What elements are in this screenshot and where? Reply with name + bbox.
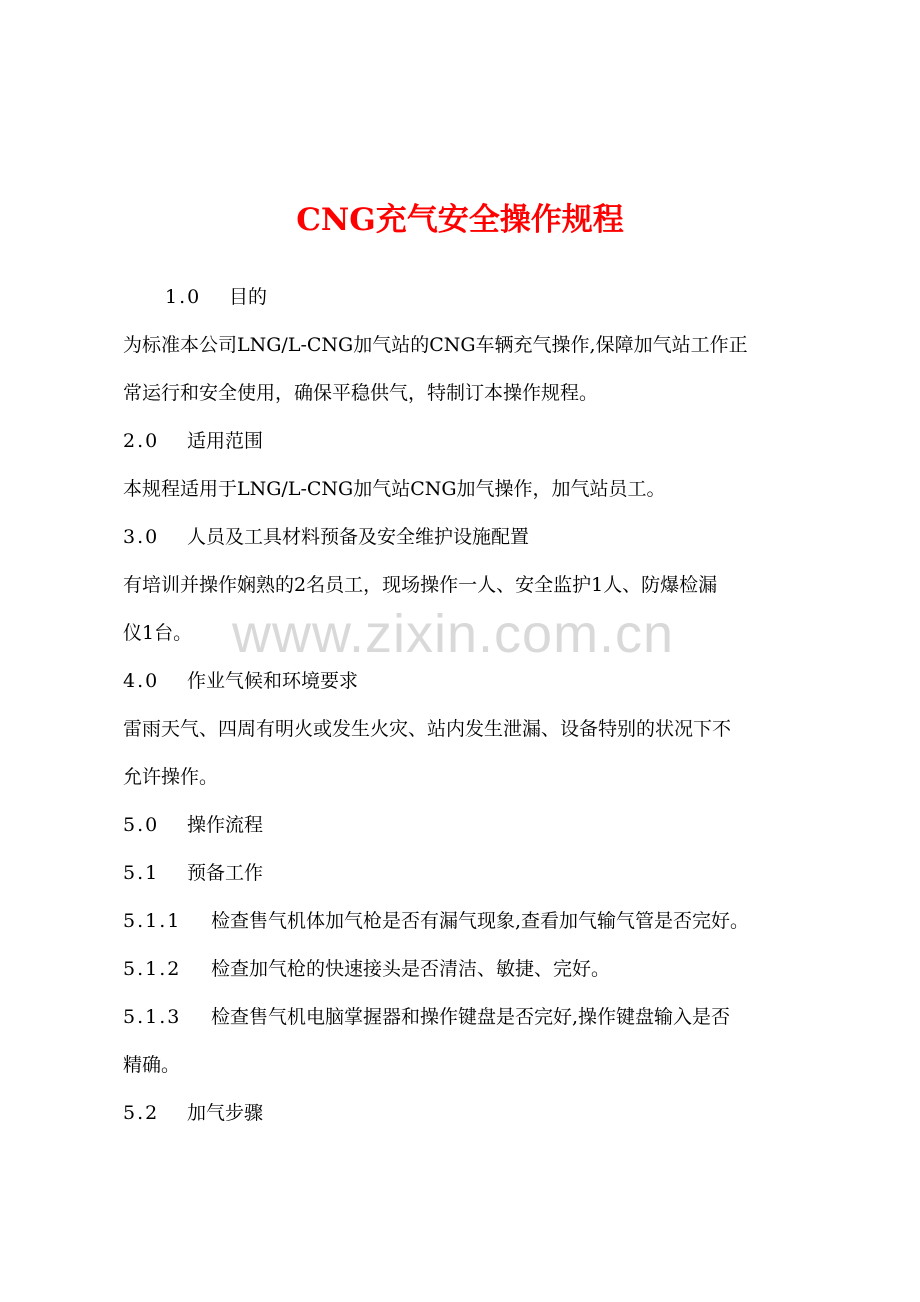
section-number: 5.1 xyxy=(123,862,160,884)
watermark: www.zixin.com.cn xyxy=(232,604,675,664)
section-heading-text: 预备工作 xyxy=(187,862,264,884)
section-3-heading xyxy=(123,517,529,557)
section-4-heading xyxy=(123,661,358,701)
item-text: 检查加气枪的快速接头是否清洁、敏捷、完好。 xyxy=(211,958,611,980)
section-number: 2.0 xyxy=(123,430,160,452)
section-heading-text: 人员及工具材料预备及安全维护设施配置 xyxy=(187,526,530,548)
section-number: 5.2 xyxy=(123,1102,160,1124)
item-number: 5.1.1 xyxy=(123,910,182,932)
item-5-1-2 xyxy=(123,949,610,989)
section-1-body-line-1: 为标准本公司LNG/L-CNG加气站的CNG车辆充气操作,保障加气站工作正 xyxy=(123,334,748,356)
item-5-1-3 xyxy=(123,997,730,1037)
section-heading-text: 作业气候和环境要求 xyxy=(187,670,359,692)
section-2-heading xyxy=(123,421,263,461)
section-5-1-heading xyxy=(123,853,263,893)
section-1-body-line-2: 常运行和安全使用，确保平稳供气，特制订本操作规程。 xyxy=(123,382,599,404)
section-number: 3.0 xyxy=(123,526,160,548)
section-4-body-line-1: 雷雨天气、四周有明火或发生火灾、站内发生泄漏、设备特别的状况下不 xyxy=(123,718,732,740)
item-text: 检查售气机电脑掌握器和操作键盘是否完好,操作键盘输入是否 xyxy=(211,1006,731,1028)
item-5-1-1 xyxy=(123,901,749,941)
section-heading-text: 操作流程 xyxy=(187,814,264,836)
section-3-body-line-1: 有培训并操作娴熟的2名员工，现场操作一人、安全监护1人、防爆检漏 xyxy=(123,574,718,596)
section-4-body-line-2: 允许操作。 xyxy=(123,766,219,788)
section-5-2-heading xyxy=(123,1093,263,1133)
section-number: 4.0 xyxy=(123,670,160,692)
section-1-heading xyxy=(165,277,267,317)
section-number: 5.0 xyxy=(123,814,160,836)
section-5-heading xyxy=(123,805,263,845)
section-heading-text: 加气步骤 xyxy=(187,1102,264,1124)
item-5-1-3-continuation: 精确。 xyxy=(123,1054,181,1076)
item-number: 5.1.3 xyxy=(123,1006,182,1028)
section-3-body-line-2: 仪1台。 xyxy=(123,622,193,644)
document-title: CNG充气安全操作规程 xyxy=(296,202,624,238)
section-heading-text: 目的 xyxy=(229,286,268,308)
section-number: 1.0 xyxy=(165,286,202,308)
section-heading-text: 适用范围 xyxy=(187,430,264,452)
section-2-body-line-1: 本规程适用于LNG/L-CNG加气站CNG加气操作，加气站员工。 xyxy=(123,478,666,500)
item-text: 检查售气机体加气枪是否有漏气现象,查看加气输气管是否完好。 xyxy=(211,910,750,932)
item-number: 5.1.2 xyxy=(123,958,182,980)
